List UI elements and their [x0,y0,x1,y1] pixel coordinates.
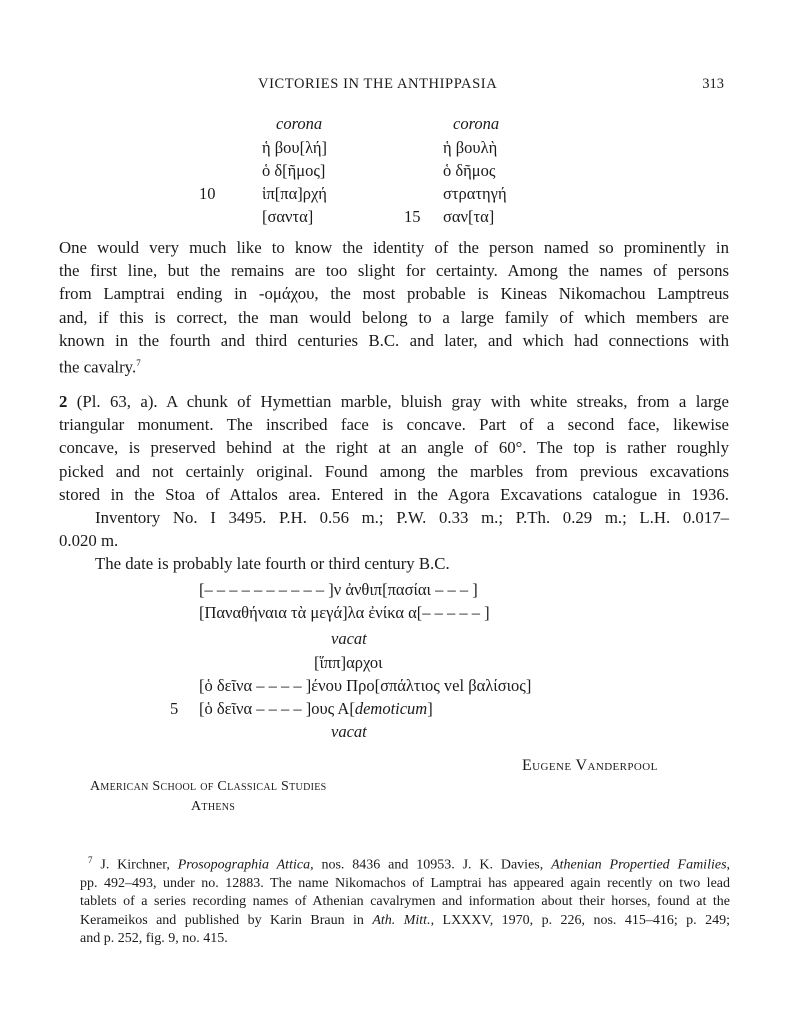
text-line: Inventory No. I 3495. P.H. 0.56 m.; P.W. 0.33 m.; P.Th. 0.29 m.; L.H. 0.017– [95,508,729,527]
text-line: The date is probably late fourth or third century B.C. [95,554,450,573]
inscription-text: [ὁ δεῖνα – – – – ]ους Α[ [199,699,355,718]
entry-2-description [59,390,729,506]
footnote-title: Athenian Propertied Families [551,857,727,873]
footnote-text: J. Kirchner, [92,857,178,873]
inventory-line-1 [95,506,729,529]
right-column-heading: corona [453,114,500,133]
inscription-line-4 [199,674,531,697]
footnote-journal: Ath. Mitt. [372,912,431,928]
entry-number: 2 [59,392,68,411]
text-line: from Lamptrai ending in -ομάχου, the most probable is Kineas Nikomachou Lamptreus [59,284,729,304]
footnote-7 [80,851,730,949]
footnote-line [80,912,730,930]
right-column-line: στρατηγή [443,184,507,203]
text-line: triangular monument. The inscribed face is concave. Part of a second face, likewise [59,415,729,435]
left-column-line: ἱπ[πα]ρχή [262,184,327,203]
date-line [95,552,729,575]
text-line: 0.020 m. [59,531,119,550]
footnote-text: Kerameikos and published by Karin Braun in [80,912,373,928]
footnote-line: pp. 492–493, under no. 12883. The name Nikomachos of Lamptrai has appeared again recently on two lead [80,876,730,892]
text-line-content: (Pl. 63, a). A chunk of Hymettian marble, bluish gray with white streaks, from a large [67,392,729,411]
right-column-line: ἡ βουλὴ [443,138,498,157]
line-number-15: 15 [404,207,421,226]
inscription-vel: vel [443,676,465,695]
text-line: One would very much like to know the identity of the person named so prominently in [59,238,729,257]
footnote-line: and p. 252, fig. 9, no. 415. [80,931,228,947]
text-line: the first line, but the remains are too slight for certainty. Among the names of persons [59,261,729,281]
left-column-line: ὁ δ[ῆμος] [262,161,326,180]
text-line: known in the fourth and third centuries B.C. and later, and which had connections with [59,330,729,350]
line-number-5: 5 [170,699,179,718]
inscription-line-1: [– – – – – – – – – – ]ν ἀνθιπ[πασίαι – – – ] [199,580,478,599]
text-line: and, if this is correct, the man would belong to a large family of which members are [59,307,729,327]
footnote-ref: 7 [136,358,141,369]
paragraph-identity [59,236,729,379]
inscription-demoticum: demoticum [354,699,428,718]
left-column-line: [σαντα] [262,207,314,226]
right-column-line: ὁ δῆμος [443,161,496,180]
inscription-line-5 [199,697,433,720]
vacat-top: vacat [331,629,367,648]
footnote-title: Prosopographia Attica [177,857,311,873]
vacat-bottom: vacat [331,722,367,741]
inscription-text: βαλίσιος] [464,676,532,695]
footnote-number: 7 [88,855,93,865]
inscription-line-3: [ἵππ]αρχοι [314,653,383,672]
inscription-text: [ὁ δεῖνα – – – – ]ένου Προ[σπάλτιος [199,676,444,695]
text-line-content: the cavalry. [59,357,137,377]
running-title: VICTORIES IN THE ANTHIPPASIA [258,76,498,92]
inscription-text: ] [427,699,433,718]
text-line: stored in the Stoa of Attalos area. Entered in the Agora Excavations catalogue in 1936. [59,484,729,504]
footnote-text: , nos. 8436 and 10953. J. K. Davies, [310,857,552,873]
left-column-heading: corona [276,114,323,133]
author-signature: Eugene Vanderpool [522,757,658,774]
footnote-text: , LXXXV, 1970, p. 226, nos. 415–416; p. 249; [430,912,731,928]
footnote-line: tablets of a series recording names of Athenian cavalrymen and information about their horses, found at the [80,894,730,910]
footnote-text: , [726,857,731,873]
inventory-line-2 [59,529,729,552]
institution-city: Athens [191,799,236,814]
text-line [59,352,729,379]
institution-name: American School of Classical Studies [90,779,327,794]
text-line: picked and not certainly original. Found among the marbles from previous excavations [59,461,729,481]
line-number-10: 10 [199,184,216,203]
left-column-line: ἡ βου[λή] [262,138,328,157]
page-number: 313 [702,76,724,92]
text-line [59,390,729,413]
footnote-line [80,851,730,875]
inscription-line-2: [Παναθήναια τὰ μεγά]λα ἐνίκα α[– – – – – ] [199,603,490,622]
text-line: concave, is preserved behind at the right at an angle of 60°. The top is rather roughly [59,438,729,458]
right-column-line: σαν[τα] [443,207,495,226]
